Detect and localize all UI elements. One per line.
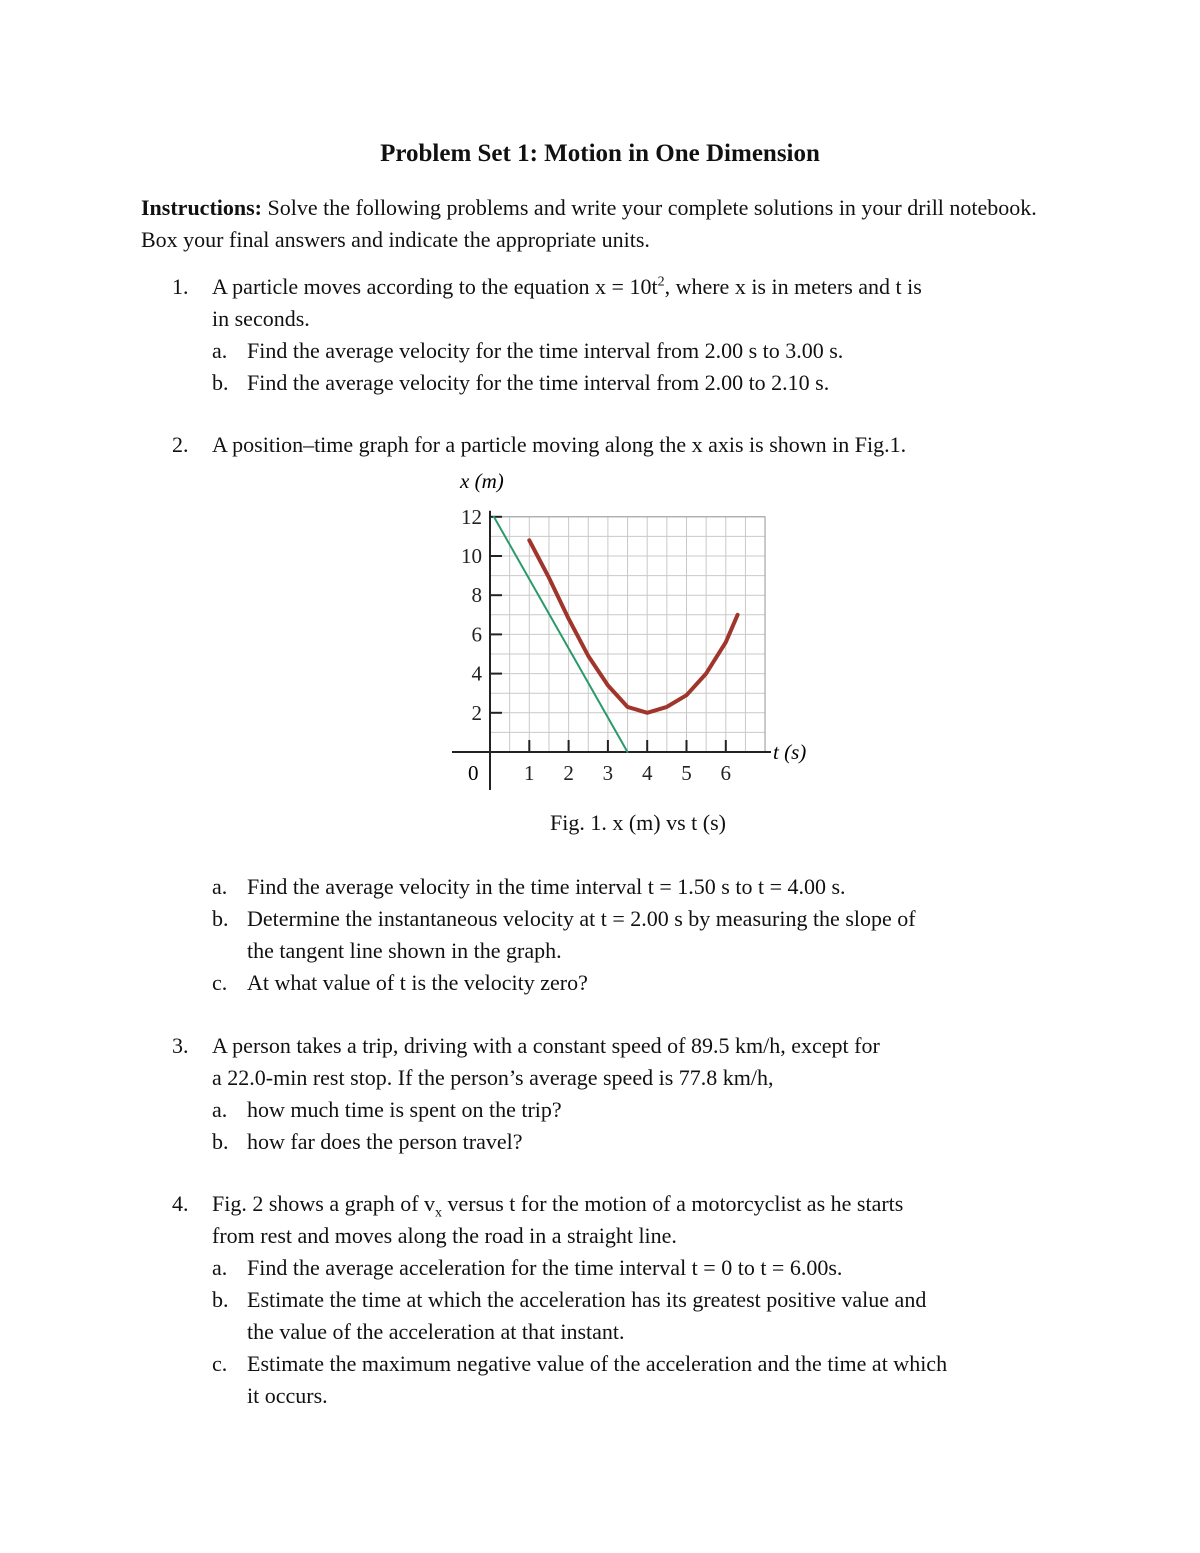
- figure-1-caption: Fig. 1. x (m) vs t (s): [550, 810, 726, 835]
- subpart-label: a.: [212, 1255, 228, 1280]
- subpart-text: Find the average velocity in the time interval t = 1.50 s to t = 4.00 s.: [247, 874, 846, 899]
- problem-text: Fig. 2 shows a graph of $v_x$ versus t for the motion of a motorcyclist as he starts: [212, 1191, 904, 1221]
- x-tick-label: 3: [602, 761, 614, 785]
- problem-text: A particle moves according to the equation $x = 10t^2$, where x is in meters and t is: [212, 274, 922, 299]
- y-tick-label: 6: [471, 622, 482, 647]
- x-tick-label: 2: [563, 761, 574, 785]
- problem-3: [0, 1030, 1200, 1158]
- subpart-text: At what value of t is the velocity zero?: [247, 970, 588, 995]
- subpart-text-continued: the value of the acceleration at that instant.: [247, 1319, 625, 1344]
- y-tick-label: 10: [461, 544, 482, 568]
- subpart-label: a.: [212, 874, 228, 899]
- chart-grid: [490, 517, 765, 752]
- subpart-text: how much time is spent on the trip?: [247, 1097, 562, 1122]
- subpart-text: Estimate the time at which the acceleration has its greatest positive value and: [247, 1287, 927, 1312]
- problem-number: 4.: [172, 1191, 189, 1216]
- subpart-label: c.: [212, 1351, 228, 1376]
- subpart-label: c.: [212, 970, 228, 995]
- x-tick-label: 6: [720, 761, 732, 785]
- problem-number: 2.: [172, 432, 189, 457]
- origin-label: 0: [468, 761, 479, 785]
- x-tick-label: 1: [524, 761, 535, 785]
- subpart-text: how far does the person travel?: [247, 1129, 523, 1154]
- instructions-label: Instructions:: [141, 195, 263, 220]
- problem-text-continued: from rest and moves along the road in a straight line.: [212, 1223, 677, 1248]
- subpart-text-continued: it occurs.: [247, 1383, 328, 1408]
- y-tick-label: 4: [471, 661, 482, 686]
- problem-number: 3.: [172, 1033, 189, 1058]
- problem-text: A position–time graph for a particle moving along the x axis is shown in Fig.1.: [212, 432, 907, 457]
- chart-tick-labels: [461, 505, 731, 785]
- subpart-text-continued: the tangent line shown in the graph.: [247, 938, 562, 963]
- x-axis-label: t (s): [773, 740, 807, 764]
- subpart-label: b.: [212, 1287, 229, 1312]
- problem-text-continued: in seconds.: [212, 306, 310, 331]
- subpart-label: b.: [212, 1129, 229, 1154]
- instructions: [141, 192, 1041, 256]
- x-tick-label: 5: [681, 761, 692, 785]
- subpart-text: Determine the instantaneous velocity at t = 2.00 s by measuring the slope of: [247, 906, 916, 931]
- subpart-label: a.: [212, 338, 228, 363]
- problem-1: [0, 271, 1200, 399]
- x-tick-label: 4: [641, 761, 653, 785]
- position-time-graph: [440, 462, 840, 802]
- figure-1-chart: [440, 462, 840, 802]
- y-tick-label: 2: [471, 700, 482, 725]
- subpart-label: b.: [212, 906, 229, 931]
- subpart-label: b.: [212, 370, 229, 395]
- problem-text-continued: a 22.0-min rest stop. If the person’s average speed is 77.8 km/h,: [212, 1065, 774, 1090]
- page-title: Problem Set 1: Motion in One Dimension: [380, 140, 820, 167]
- subpart-text: Find the average velocity for the time interval from 2.00 to 2.10 s.: [247, 370, 830, 395]
- problem-number: 1.: [172, 274, 189, 299]
- problem-2-subparts: [0, 871, 1200, 999]
- chart-axes: [452, 511, 771, 790]
- subpart-text: Find the average velocity for the time interval from 2.00 s to 3.00 s.: [247, 338, 844, 363]
- problem-text: A person takes a trip, driving with a constant speed of 89.5 km/h, except for: [212, 1033, 880, 1058]
- instructions-text: Solve the following problems and write your complete solutions in your drill notebook. Box your final answers and indicate the appropriate units.: [141, 195, 1037, 252]
- y-tick-label: 8: [471, 583, 482, 608]
- y-axis-label: x (m): [460, 469, 504, 493]
- y-tick-label: 12: [461, 504, 482, 529]
- problem-4: [0, 1188, 1200, 1412]
- subpart-text: Find the average acceleration for the time interval t = 0 to t = 6.00s.: [247, 1255, 843, 1280]
- subpart-text: Estimate the maximum negative value of the acceleration and the time at which: [247, 1351, 948, 1376]
- problem-2: [0, 429, 1200, 461]
- subpart-label: a.: [212, 1097, 228, 1122]
